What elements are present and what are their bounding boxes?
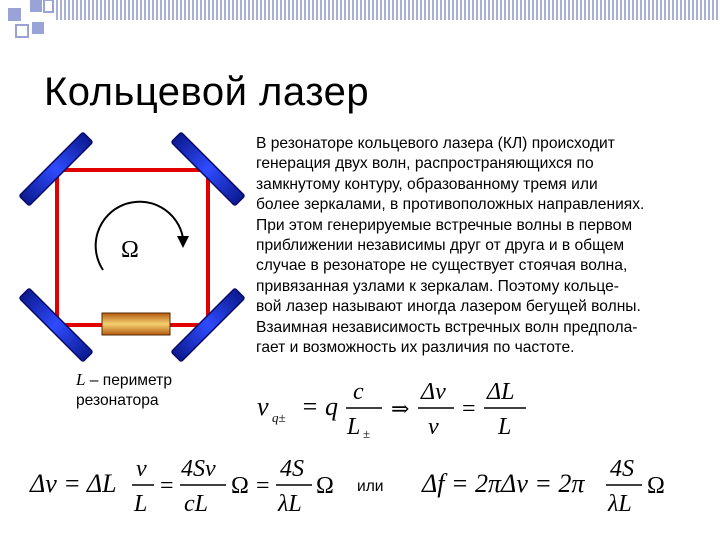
header-band bbox=[624, 0, 626, 20]
text-line: замкнутому контуру, образованному тремя или bbox=[256, 175, 598, 193]
header-band bbox=[540, 0, 542, 20]
header-band bbox=[372, 0, 374, 20]
header-band bbox=[160, 0, 162, 20]
f2-lhs: Δν = ΔL bbox=[30, 469, 117, 498]
header-band bbox=[684, 0, 686, 20]
header-band bbox=[376, 0, 378, 20]
f3-omega: Ω bbox=[647, 473, 665, 499]
header-band bbox=[240, 0, 242, 20]
header-band bbox=[640, 0, 642, 20]
header-band bbox=[324, 0, 326, 20]
header-band bbox=[236, 0, 238, 20]
header-band bbox=[356, 0, 358, 20]
header-band bbox=[544, 0, 546, 20]
header-band bbox=[192, 0, 194, 20]
f2-L: L bbox=[134, 491, 148, 517]
caption-line-2: резонатора bbox=[76, 392, 159, 409]
header-band bbox=[444, 0, 446, 20]
header-band bbox=[524, 0, 526, 20]
header-band bbox=[472, 0, 474, 20]
header-band bbox=[648, 0, 650, 20]
header-band bbox=[304, 0, 306, 20]
f2-num-4Snu: 4Sν bbox=[181, 456, 216, 482]
header-band bbox=[112, 0, 114, 20]
f2-nu: ν bbox=[136, 456, 147, 482]
f2-omega-2: Ω bbox=[316, 473, 334, 499]
caption-line-1: – периметр bbox=[85, 372, 172, 389]
header-band bbox=[660, 0, 662, 20]
header-band bbox=[316, 0, 318, 20]
header-band bbox=[136, 0, 138, 20]
header-band bbox=[408, 0, 410, 20]
header-band bbox=[140, 0, 142, 20]
header-band bbox=[500, 0, 502, 20]
header-band bbox=[188, 0, 190, 20]
header-band bbox=[216, 0, 218, 20]
header-band bbox=[716, 0, 718, 20]
header-band bbox=[476, 0, 478, 20]
f3-num-4S: 4S bbox=[610, 456, 634, 482]
header-band bbox=[256, 0, 258, 20]
page-title: Кольцевой лазер bbox=[44, 70, 370, 114]
header-band bbox=[172, 0, 174, 20]
header-band bbox=[424, 0, 426, 20]
header-band bbox=[556, 0, 558, 20]
header-band bbox=[348, 0, 350, 20]
header-band bbox=[360, 0, 362, 20]
header-band bbox=[292, 0, 294, 20]
header-band bbox=[528, 0, 530, 20]
header-band bbox=[308, 0, 310, 20]
header-band bbox=[364, 0, 366, 20]
header-band bbox=[596, 0, 598, 20]
text-line: привязанная узлами к зеркалам. Поэтому кольце- bbox=[256, 277, 619, 295]
header-band bbox=[552, 0, 554, 20]
header-band bbox=[456, 0, 458, 20]
header-band bbox=[60, 0, 62, 20]
header-band bbox=[492, 0, 494, 20]
f2-eq-2: = bbox=[256, 473, 270, 499]
description-text bbox=[256, 134, 706, 358]
header-band bbox=[212, 0, 214, 20]
header-band bbox=[340, 0, 342, 20]
header-band bbox=[204, 0, 206, 20]
f2-num-4S: 4S bbox=[280, 456, 304, 482]
header-band bbox=[184, 0, 186, 20]
header-band bbox=[164, 0, 166, 20]
header-band bbox=[84, 0, 86, 20]
header-band bbox=[656, 0, 658, 20]
f2-den-cL: cL bbox=[184, 491, 208, 517]
header-band bbox=[560, 0, 562, 20]
header-band bbox=[368, 0, 370, 20]
header-band bbox=[680, 0, 682, 20]
header-band bbox=[208, 0, 210, 20]
header-band bbox=[220, 0, 222, 20]
text-line: Взаимная независимость встречных волн предпола- bbox=[256, 318, 638, 336]
header-band bbox=[692, 0, 694, 20]
header-band bbox=[704, 0, 706, 20]
header-band bbox=[152, 0, 154, 20]
header-band bbox=[676, 0, 678, 20]
header-band bbox=[200, 0, 202, 20]
header-band bbox=[224, 0, 226, 20]
f1-eq: = bbox=[462, 396, 476, 422]
header-band bbox=[88, 0, 90, 20]
header-band bbox=[272, 0, 274, 20]
header-band bbox=[496, 0, 498, 20]
header-band bbox=[452, 0, 454, 20]
header-band bbox=[512, 0, 514, 20]
header-band bbox=[644, 0, 646, 20]
f3-den-lambdaL: λL bbox=[608, 491, 632, 517]
header-band bbox=[404, 0, 406, 20]
header-band bbox=[588, 0, 590, 20]
gain-medium bbox=[102, 313, 170, 335]
header-band bbox=[652, 0, 654, 20]
text-line: приближении независимы друг от друга и в общем bbox=[256, 237, 625, 255]
arrow-head-icon bbox=[177, 236, 189, 248]
f2-omega-1: Ω bbox=[231, 473, 249, 499]
header-band bbox=[232, 0, 234, 20]
header-band bbox=[416, 0, 418, 20]
header-band bbox=[104, 0, 106, 20]
header-band bbox=[572, 0, 574, 20]
header-band bbox=[56, 0, 58, 20]
f1-sub: q± bbox=[272, 410, 286, 425]
f1-dnu: Δν bbox=[421, 379, 446, 405]
header-band bbox=[132, 0, 134, 20]
f2-eq-1: = bbox=[160, 473, 174, 499]
header-band bbox=[336, 0, 338, 20]
f2-den-lambdaL: λL bbox=[278, 491, 302, 517]
header-band bbox=[488, 0, 490, 20]
header-band bbox=[108, 0, 110, 20]
header-band bbox=[432, 0, 434, 20]
header-band bbox=[600, 0, 602, 20]
f1-eq-q: = q bbox=[301, 392, 339, 421]
header-band bbox=[504, 0, 506, 20]
header-band bbox=[116, 0, 118, 20]
header-band bbox=[260, 0, 262, 20]
header-band bbox=[92, 0, 94, 20]
header-band bbox=[228, 0, 230, 20]
header-band bbox=[68, 0, 70, 20]
header-band bbox=[672, 0, 674, 20]
text-line: вой лазер называют иногда лазером бегущей волны. bbox=[256, 298, 641, 316]
header-band bbox=[568, 0, 570, 20]
f1-L: L bbox=[498, 414, 512, 440]
header-band bbox=[564, 0, 566, 20]
header-band bbox=[64, 0, 66, 20]
header-band bbox=[288, 0, 290, 20]
header-band bbox=[460, 0, 462, 20]
header-band bbox=[508, 0, 510, 20]
header-band bbox=[576, 0, 578, 20]
header-band bbox=[428, 0, 430, 20]
header-band bbox=[312, 0, 314, 20]
header-band bbox=[244, 0, 246, 20]
rotation-symbol: Ω bbox=[121, 237, 139, 263]
header-band bbox=[344, 0, 346, 20]
text-line: При этом генерируемые встречные волны в первом bbox=[256, 216, 633, 234]
header-band bbox=[268, 0, 270, 20]
header-band bbox=[380, 0, 382, 20]
header-band bbox=[328, 0, 330, 20]
diagram-caption bbox=[76, 370, 172, 411]
header-band bbox=[252, 0, 254, 20]
header-band bbox=[76, 0, 78, 20]
header-band bbox=[100, 0, 102, 20]
header-band bbox=[384, 0, 386, 20]
f1-num-c: c bbox=[353, 379, 364, 405]
f1-den-L: L bbox=[347, 414, 361, 440]
f1-den-sub: ± bbox=[363, 426, 371, 440]
header-band bbox=[532, 0, 534, 20]
header-band bbox=[688, 0, 690, 20]
f1-dL: ΔL bbox=[487, 379, 515, 405]
header-band bbox=[664, 0, 666, 20]
header-band bbox=[464, 0, 466, 20]
header-band bbox=[548, 0, 550, 20]
header-decoration bbox=[0, 0, 720, 52]
header-band bbox=[584, 0, 586, 20]
header-band bbox=[276, 0, 278, 20]
header-band bbox=[620, 0, 622, 20]
caption-var: L bbox=[76, 370, 86, 389]
header-band bbox=[636, 0, 638, 20]
header-band bbox=[392, 0, 394, 20]
header-band bbox=[168, 0, 170, 20]
formula-mode-frequency bbox=[255, 372, 535, 440]
text-line: генерация двух волн, распространяющихся по bbox=[256, 155, 594, 173]
f1-lhs: ν bbox=[257, 392, 269, 421]
header-band bbox=[712, 0, 714, 20]
header-band bbox=[608, 0, 610, 20]
header-band bbox=[388, 0, 390, 20]
header-band bbox=[72, 0, 74, 20]
header-band bbox=[412, 0, 414, 20]
header-band bbox=[300, 0, 302, 20]
header-band bbox=[332, 0, 334, 20]
header-band bbox=[180, 0, 182, 20]
text-line: более зеркалами, в противоположных направлениях. bbox=[256, 196, 645, 214]
header-band bbox=[156, 0, 158, 20]
header-band bbox=[320, 0, 322, 20]
rotation-arrow bbox=[96, 202, 183, 270]
header-band bbox=[520, 0, 522, 20]
header-band bbox=[604, 0, 606, 20]
header-band bbox=[616, 0, 618, 20]
formula-frequency-difference bbox=[28, 450, 338, 520]
f1-nu: ν bbox=[428, 414, 439, 440]
header-band bbox=[264, 0, 266, 20]
f1-arrow: ⇒ bbox=[391, 396, 410, 421]
header-band bbox=[400, 0, 402, 20]
header-band bbox=[96, 0, 98, 20]
header-band bbox=[536, 0, 538, 20]
header-band bbox=[696, 0, 698, 20]
header-band bbox=[80, 0, 82, 20]
header-band bbox=[628, 0, 630, 20]
header-band bbox=[700, 0, 702, 20]
header-band bbox=[440, 0, 442, 20]
header-band bbox=[420, 0, 422, 20]
f3-lhs: Δf = 2πΔν = 2π bbox=[422, 469, 585, 498]
text-line: случае в резонаторе не существует стоячая волна, bbox=[256, 257, 628, 275]
header-band bbox=[280, 0, 282, 20]
header-band bbox=[196, 0, 198, 20]
formula-frequency-split bbox=[420, 450, 680, 520]
header-band bbox=[124, 0, 126, 20]
header-band bbox=[612, 0, 614, 20]
header-band bbox=[484, 0, 486, 20]
text-line: В резонаторе кольцевого лазера (КЛ) происходит bbox=[256, 135, 615, 152]
header-band bbox=[480, 0, 482, 20]
header-band bbox=[144, 0, 146, 20]
header-band bbox=[580, 0, 582, 20]
ring-laser-diagram bbox=[0, 120, 250, 370]
header-band bbox=[708, 0, 710, 20]
header-band bbox=[516, 0, 518, 20]
header-band bbox=[668, 0, 670, 20]
or-label: или bbox=[357, 478, 384, 495]
header-band bbox=[296, 0, 298, 20]
header-band bbox=[128, 0, 130, 20]
header-band bbox=[468, 0, 470, 20]
header-band bbox=[284, 0, 286, 20]
text-line: гает и возможность их различия по частоте. bbox=[256, 339, 575, 357]
header-band bbox=[120, 0, 122, 20]
header-band bbox=[436, 0, 438, 20]
header-band bbox=[396, 0, 398, 20]
header-band bbox=[592, 0, 594, 20]
header-band bbox=[352, 0, 354, 20]
header-band bbox=[448, 0, 450, 20]
header-band bbox=[248, 0, 250, 20]
header-band bbox=[176, 0, 178, 20]
header-band bbox=[632, 0, 634, 20]
header-band bbox=[148, 0, 150, 20]
